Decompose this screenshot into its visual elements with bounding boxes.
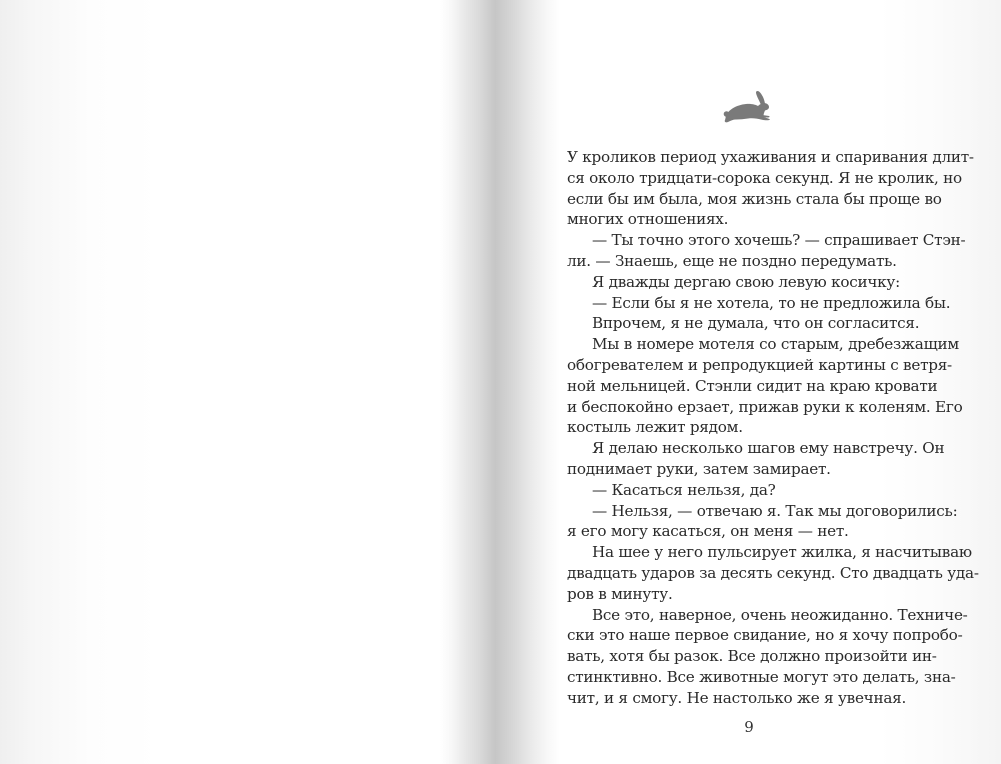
left-page-blank — [0, 0, 498, 764]
rabbit-icon — [722, 86, 774, 126]
right-page — [498, 0, 1001, 764]
text-line: двадцать ударов за десять секунд. Сто двадцать уда- — [567, 563, 979, 582]
text-line: ся около тридцати-сорока секунд. Я не кролик, но — [567, 168, 962, 187]
text-line: Мы в номере мотеля со старым, дребезжащим — [592, 335, 959, 354]
text-line: вать, хотя бы разок. Все должно произойти ин- — [567, 647, 937, 666]
text-line: обогревателем и репродукцией картины с ветря- — [567, 355, 952, 374]
text-line: я его могу касаться, он меня — нет. — [567, 522, 849, 541]
text-line: поднимает руки, затем замирает. — [567, 459, 831, 478]
text-line: — Нельзя, — отвечаю я. Так мы договорились: — [592, 501, 958, 520]
text-line: Впрочем, я не думала, что он согласится. — [592, 314, 920, 333]
text-line: На шее у него пульсирует жилка, я насчитываю — [592, 543, 972, 562]
text-line: Я делаю несколько шагов ему навстречу. Он — [592, 439, 945, 458]
text-line: ски это наше первое свидание, но я хочу попробо- — [567, 626, 963, 645]
body-text — [567, 147, 979, 709]
text-line: чит, и я смогу. Не настолько же я увечная. — [567, 688, 907, 707]
text-line: — Если бы я не хотела, то не предложила бы. — [592, 293, 951, 312]
text-line: костыль лежит рядом. — [567, 418, 743, 437]
text-line: ли. — Знаешь, еще не поздно передумать. — [567, 251, 897, 270]
text-line: У кроликов период ухаживания и спаривания длит- — [567, 148, 974, 166]
text-line: Я дважды дергаю свою левую косичку: — [592, 272, 900, 291]
text-line: и беспокойно ерзает, прижав руки к коленям. Его — [567, 397, 963, 416]
text-line: стинктивно. Все животные могут это делать, зна- — [567, 667, 956, 686]
text-line: Все это, наверное, очень неожиданно. Техниче- — [592, 605, 968, 624]
text-line: если бы им была, моя жизнь стала бы проще во — [567, 189, 942, 208]
text-line: ров в минуту. — [567, 584, 673, 603]
text-line: ной мельницей. Стэнли сидит на краю кровати — [567, 376, 938, 395]
text-line: — Касаться нельзя, да? — [592, 480, 776, 499]
page-number: 9 — [744, 718, 754, 736]
text-line: — Ты точно этого хочешь? — спрашивает Стэн- — [592, 231, 966, 250]
text-line: многих отношениях. — [567, 210, 729, 229]
